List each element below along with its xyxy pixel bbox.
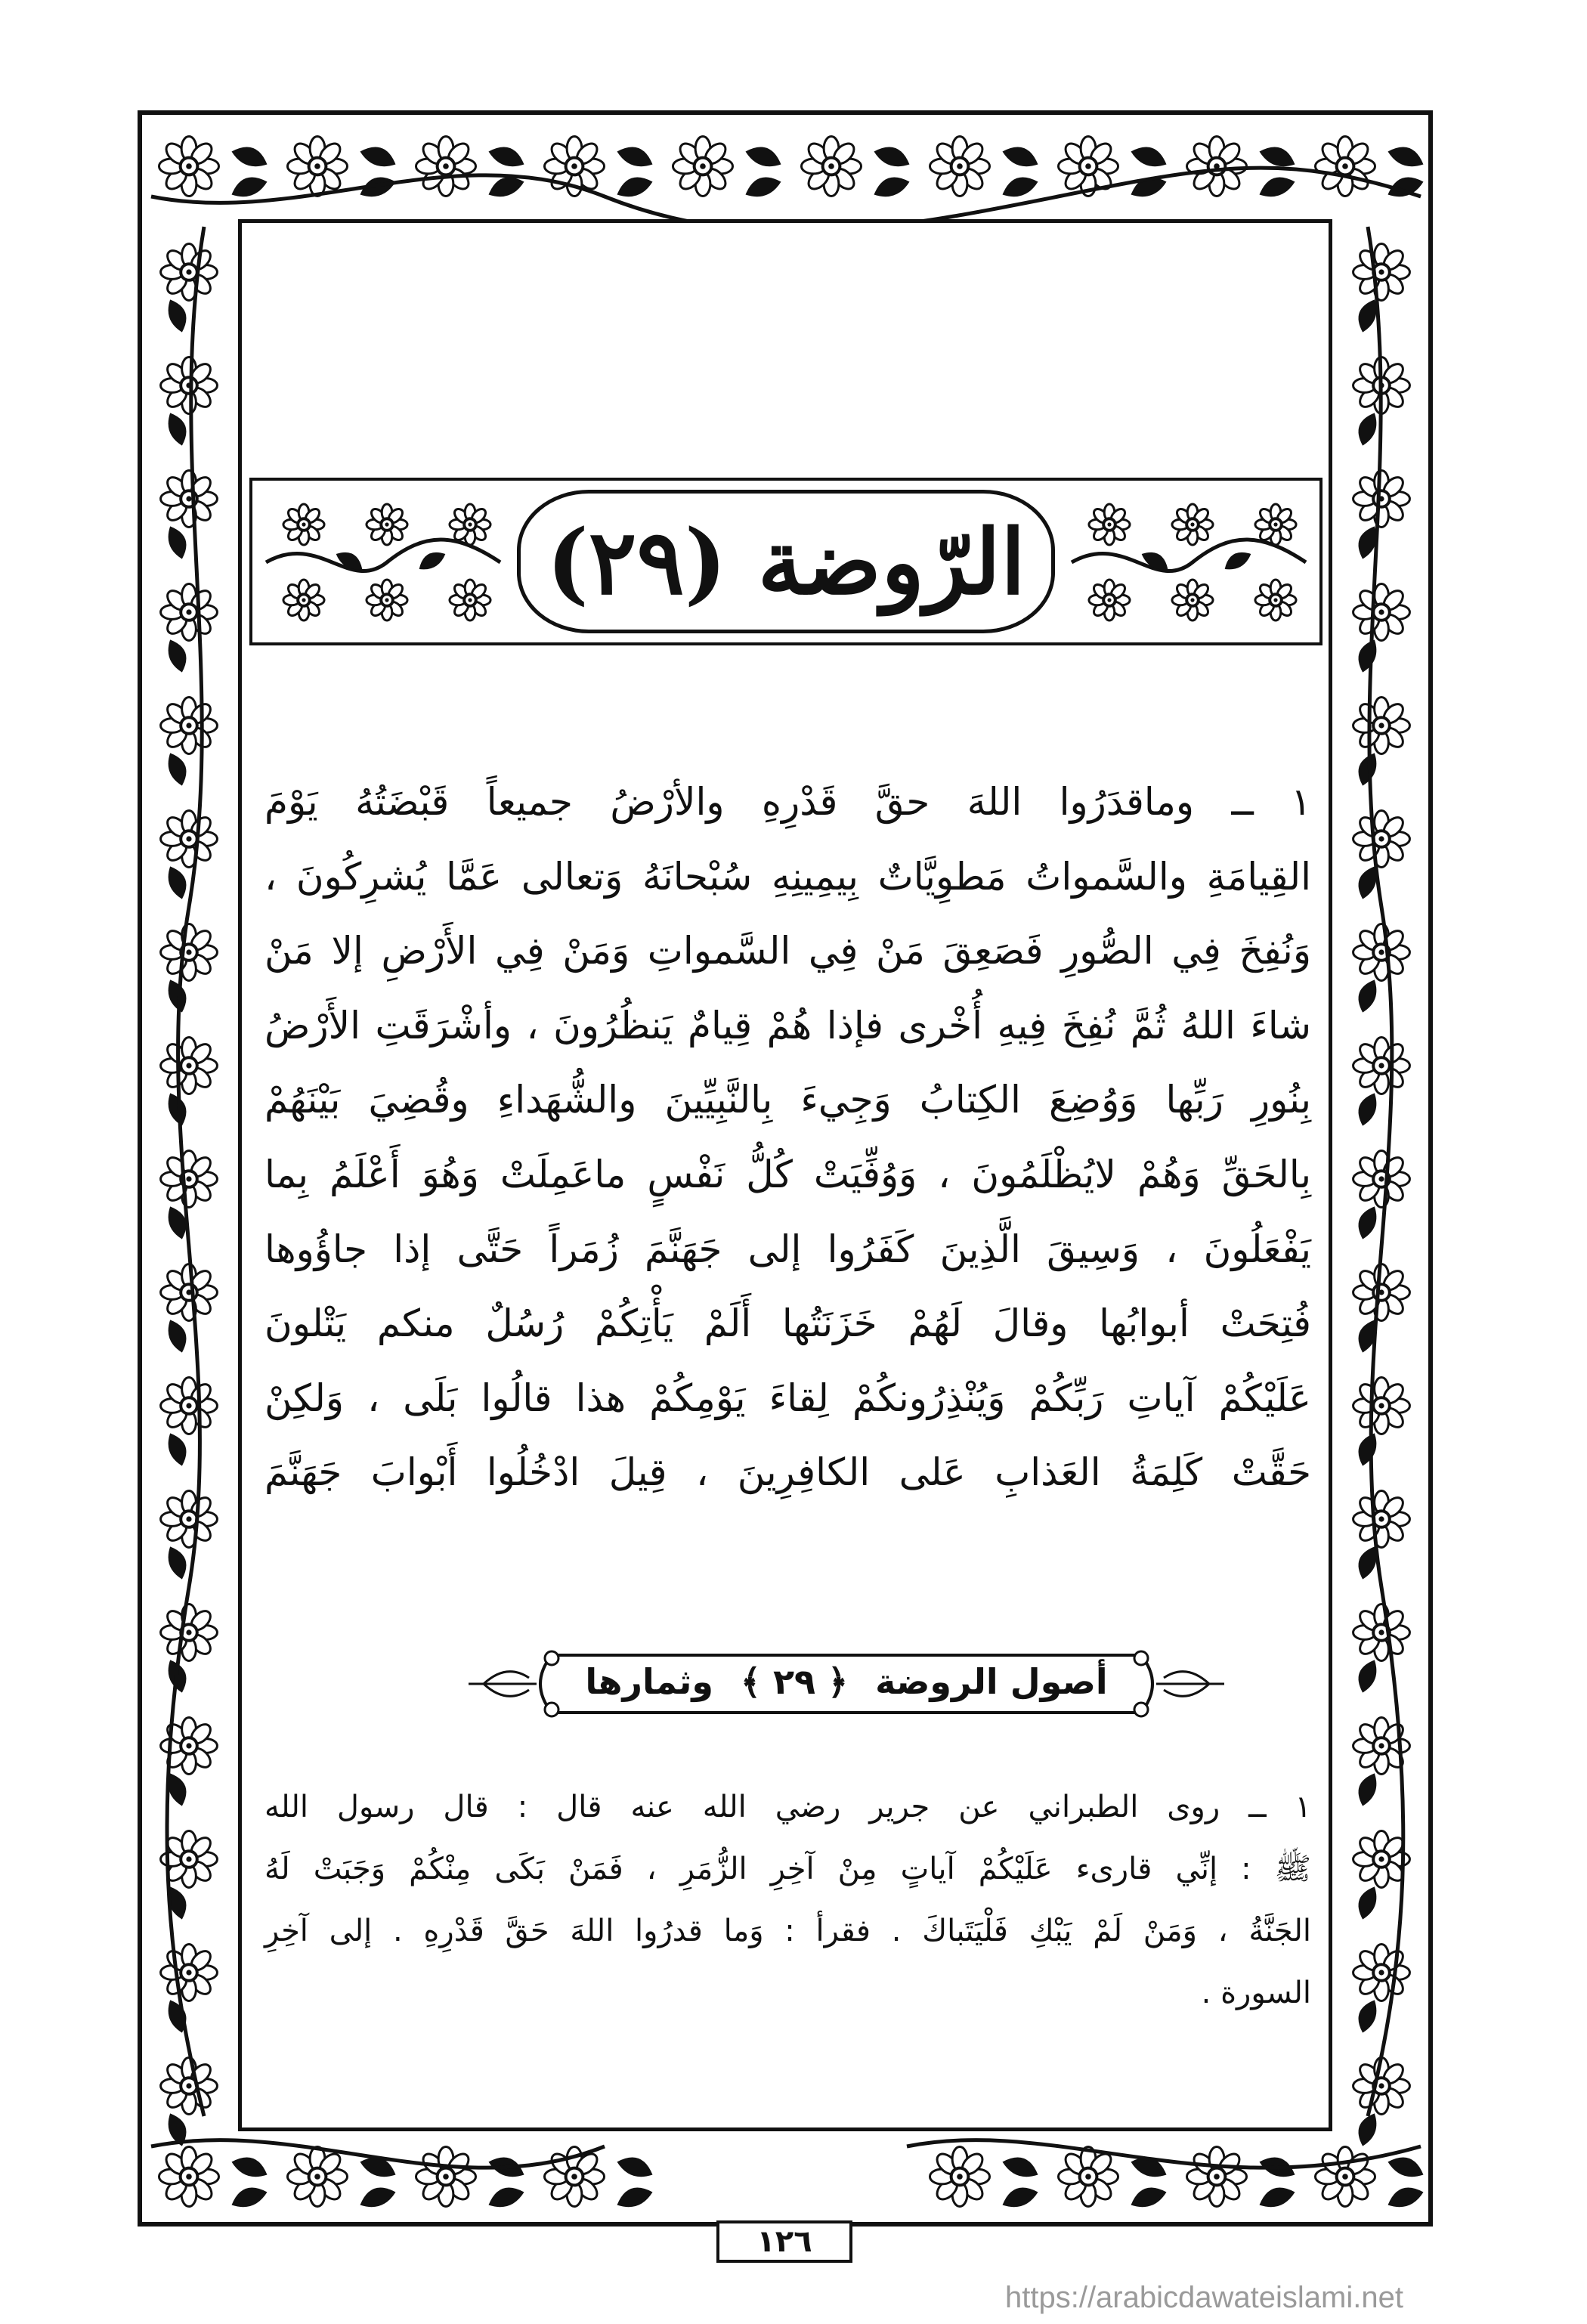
text-line: ١ ــ وماقدَرُوا اللهَ حقَّ قَدْرِهِ والأرْضُ جميعاً قَبْضَتُهُ يَوْمَ [264,780,1311,824]
narration-line: ١ ــ روى الطبراني عن جرير رضي الله عنه قال : قال رسول الله [264,1790,1311,1824]
banner-ornament-left [258,487,508,636]
text-line: القِيامَةِ والسَّمواتُ مَطوِيَّاتٌ بِيمِينِهِ سُبْحانَهُ وَتعالى عَمَّا يُشرِكُونَ ، [264,854,1311,899]
narration-line: السورة . [1201,1976,1311,2010]
flower-ornament [367,504,407,545]
text-line: عَلَيْكُمْ آياتِ رَبِّكُمْ وَيُنْذِرُونكُمْ لِقاءَ يَوْمِكُمْ هذا قالُوا بَلَى ، وَلكِنْ [264,1376,1311,1420]
section-header-suffix: وثمارها [585,1661,713,1702]
narration-line: ﷺ : إنِّي قارىء عَلَيْكُمْ آياتٍ مِنْ آخِرِ الزُّمَرِ ، فَمَنْ بَكَى مِنْكُمْ وَجَبَتْ لَهُ [264,1852,1311,1886]
flower-ornament [450,504,490,545]
flower-ornament [1089,580,1130,620]
leaf-ornament [1220,546,1254,574]
text-line: بِنُورِ رَبِّها وَوُضِعَ الكِتابُ وَجِيءَ بِالنَّبِيِّينَ والشُّهَداءِ وقُضِيَ بَيْنَهُمْ [264,1078,1311,1122]
flower-ornament [1255,580,1296,620]
text-line: بِالحَقِّ وَهُمْ لايُظْلَمُونَ ، وَوُفِّيَتْ كُلُّ نَفْسٍ ماعَمِلَتْ وَهُوَ أَعْلَمُ بِما [264,1152,1311,1196]
flower-ornament [367,580,407,620]
flower-ornament [1172,580,1213,620]
flower-ornament [283,504,324,545]
title-cartouche [517,490,1055,633]
section-header-number: ﴿ ٢٩ ﴾ [740,1661,849,1702]
banner-ornament-right [1064,487,1313,636]
main-text [264,765,1311,1510]
flower-ornament [1089,504,1130,545]
page-number: ١٢٦ [716,2220,852,2263]
section-header-prefix: أصول الروضة [875,1661,1108,1702]
text-line: شاءَ اللهُ ثُمَّ نُفِخَ فِيهِ أُخْرى فإذا هُمْ قِيامٌ يَنظُرُونَ ، وأشْرَقَتِ الأَرْضُ [264,1003,1311,1048]
narration-text [264,1776,1311,2024]
page-title: الرّوضة (٢٩) [546,509,1026,614]
watermark: https://arabicdawateislami.net [1005,2281,1403,2314]
text-line: فُتِحَتْ أبوابُها وقالَ لَهُمْ خَزَنَتُها أَلَمْ يَأْتِكُمْ رُسُلٌ منكم يَتْلونَ [264,1301,1311,1346]
text-line: وَنُفِخَ فِي الصُّورِ فَصَعِقَ مَنْ فِي السَّمواتِ وَمَنْ فِي الأَرْضِ إلا مَنْ [264,929,1311,973]
flower-ornament [450,580,490,620]
flower-ornament [1255,504,1296,545]
flower-ornament [283,580,324,620]
text-line: يَفْعَلُونَ ، وَسِيقَ الَّذِينَ كَفَرُوا إلى جَهَنَّمَ زُمَراً حَتَّى إذا جاؤُوها [264,1227,1311,1271]
flower-ornament [1172,504,1213,545]
section-header-text [469,1661,1224,1702]
leaf-ornament [415,546,448,574]
text-line: حَقَّتْ كَلِمَةُ العَذابِ عَلى الكافِرِينَ ، قِيلَ ادْخُلُوا أَبْوابَ جَهَنَّمَ [264,1450,1311,1495]
section-header [469,1648,1224,1720]
narration-line: الجَنَّةُ ، وَمَنْ لَمْ يَبْكِ فَلْيَتَباكَ . فقرأ : وَما قدرُوا اللهَ حَقَّ قَدْرِهِ . إلى آخِرِ [264,1914,1311,1948]
title-banner [249,478,1322,645]
